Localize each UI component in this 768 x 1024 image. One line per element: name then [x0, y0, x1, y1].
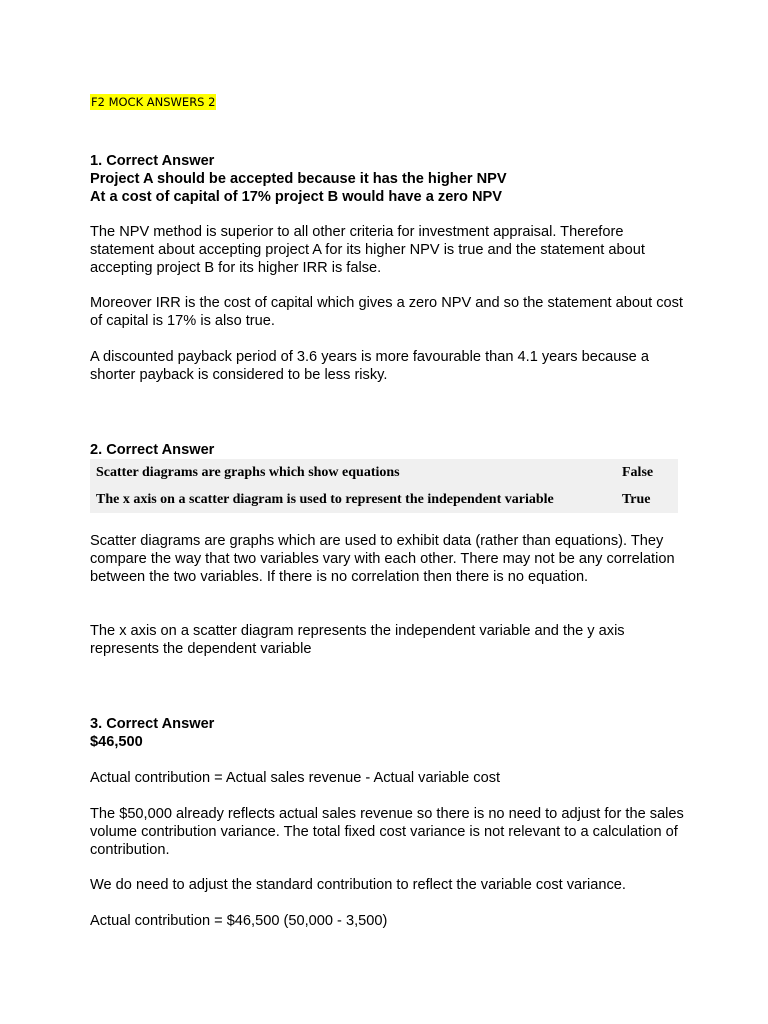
q3-paragraph: Actual contribution = $46,500 (50,000 - 3,500)	[90, 913, 388, 929]
q3-explanation-4	[90, 912, 690, 930]
q1-paragraph: Moreover IRR is the cost of capital which gives a zero NPV and so the statement about cost of capital is 17% is also true.	[90, 295, 683, 329]
table-row	[90, 486, 678, 513]
q1-heading: 1. Correct Answer	[90, 153, 215, 169]
q1-explanation-3	[90, 348, 690, 384]
q1-explanation-1	[90, 223, 690, 277]
q2-answer-block	[90, 441, 690, 459]
true-false-table	[90, 459, 678, 513]
q1-answer-1: Project A should be accepted because it has the higher NPV	[90, 171, 507, 187]
q2-explanation-2	[90, 622, 690, 658]
answer-cell: False	[622, 464, 654, 480]
q3-explanation-2	[90, 805, 690, 859]
q1-explanation-2	[90, 294, 690, 330]
q3-paragraph: Actual contribution = Actual sales revenue - Actual variable cost	[90, 770, 501, 786]
q3-heading: 3. Correct Answer	[90, 716, 215, 732]
q3-paragraph: The $50,000 already reflects actual sales revenue so there is no need to adjust for the sales volume contribution variance. The total fixed cost variance is not relevant to a calculation of contribution.	[90, 806, 684, 858]
q2-heading: 2. Correct Answer	[90, 442, 215, 458]
q3-answer-block	[90, 715, 690, 751]
q1-answer-2: At a cost of capital of 17% project B would have a zero NPV	[90, 189, 502, 205]
q1-paragraph: A discounted payback period of 3.6 years is more favourable than 4.1 years because a shorter payback is considered to be less risky.	[90, 349, 649, 383]
statement-cell: Scatter diagrams are graphs which show equations	[96, 464, 400, 480]
q3-answer: $46,500	[90, 734, 143, 750]
q3-paragraph: We do need to adjust the standard contribution to reflect the variable cost variance.	[90, 877, 626, 893]
answer-cell: True	[622, 491, 651, 507]
statement-cell: The x axis on a scatter diagram is used to represent the independent variable	[96, 491, 554, 507]
q1-answer-block	[90, 152, 690, 206]
document-title: F2 MOCK ANSWERS 2	[91, 95, 216, 109]
q3-explanation-1	[90, 769, 690, 787]
q2-paragraph: The x axis on a scatter diagram represents the independent variable and the y axis represents the dependent variable	[90, 623, 625, 657]
table-row	[90, 459, 678, 486]
q1-paragraph: The NPV method is superior to all other criteria for investment appraisal. Therefore statement about accepting project A for its higher NPV is true and the statement about accepting project B for its higher IRR is false.	[90, 224, 645, 276]
q2-explanation-1	[90, 532, 690, 586]
q2-paragraph: Scatter diagrams are graphs which are used to exhibit data (rather than equations). They compare the way that two variables vary with each other. There may not be any correlation between the two variables. If there is no correlation then there is no equation.	[90, 533, 675, 585]
q3-explanation-3	[90, 876, 690, 894]
